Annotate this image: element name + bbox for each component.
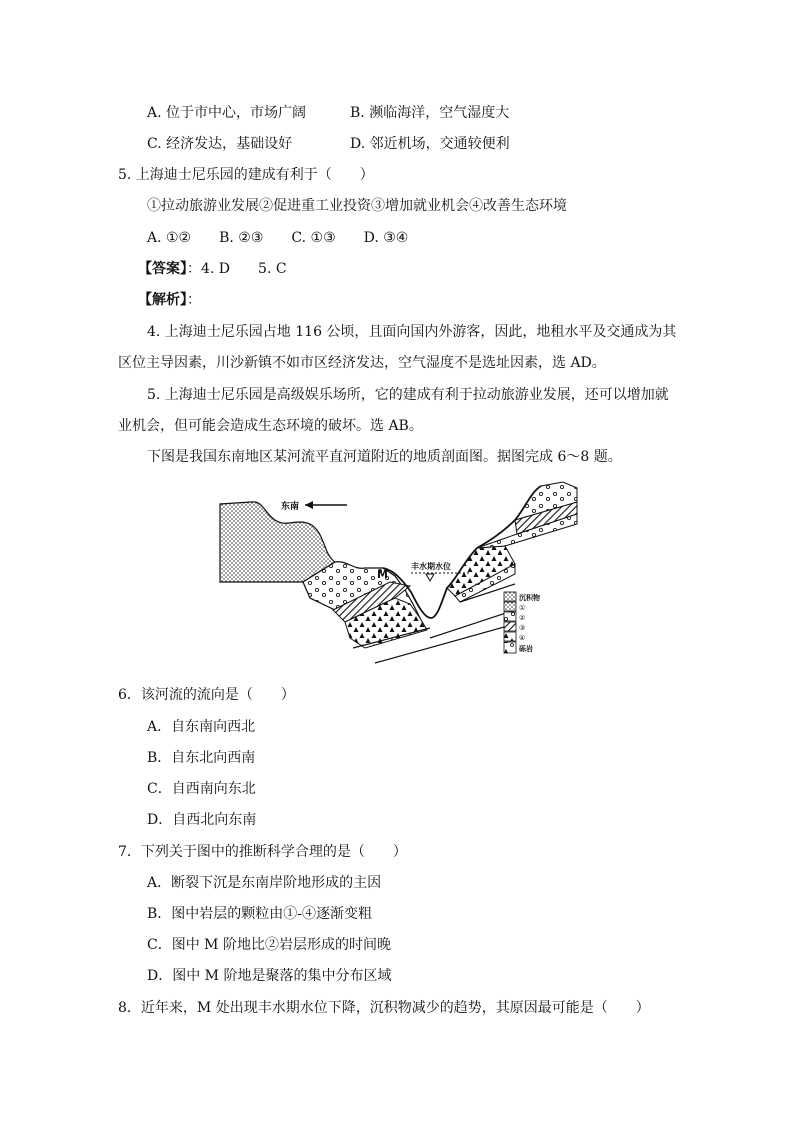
q5-stem: 5. 上海迪士尼乐园的建成有利于（ ） (118, 167, 374, 183)
legend-sediment: 沉积物 (519, 594, 540, 602)
direction-label: 东南 (281, 502, 300, 512)
q7-option-a: A．断裂下沉是东南岸阶地形成的主因 (147, 875, 382, 891)
analysis-p4-line2: 区位主导因素，川沙新镇不如市区经济发达，空气湿度不是选址因素，选 AD。 (118, 355, 606, 371)
legend-conglomerate: 砾岩 (519, 645, 533, 653)
q7-option-b: B．图中岩层的颗粒由①-④逐渐变粗 (147, 906, 373, 922)
analysis-p5-line2: 业机会，但可能会造成生态环境的破坏。选 AB。 (118, 418, 423, 434)
water-level-label: 丰水期水位 (411, 562, 451, 571)
q7-option-c: C．图中 M 阶地比②岩层形成的时间晚 (147, 937, 391, 953)
legend-layer-2: ② (519, 614, 526, 622)
legend-layer-1: ① (519, 604, 526, 612)
analysis-label: 【解析】 (138, 292, 187, 308)
answer-label: 【答案】 (138, 261, 187, 277)
water-level-marker-icon (426, 574, 434, 581)
point-m-label: M (377, 568, 388, 581)
q4-option-a: A. 位于市中心，市场广阔 (147, 105, 307, 121)
legend (504, 592, 540, 653)
q6-option-c: C．自西南向东北 (147, 781, 256, 797)
figure-intro: 下图是我国东南地区某河流平直河道附近的地质剖面图。据图完成 6～8 题。 (147, 449, 622, 465)
q4-option-b: B. 濒临海洋，空气湿度大 (350, 105, 510, 121)
legend-layer-3: ③ (519, 624, 526, 632)
q8-stem: 8．近年来，M 处出现丰水期水位下降，沉积物减少的趋势，其原因最可能是（ ） (118, 1000, 650, 1016)
analysis-p5-line1: 5. 上海迪士尼乐园是高级娱乐场所，它的建成有利于拉动旅游业发展，还可以增加就 (147, 387, 669, 403)
analysis-colon: ： (187, 292, 201, 308)
q5-items: ①拉动旅游业发展②促进重工业投资③增加就业机会④改善生态环境 (147, 198, 567, 214)
q6-option-a: A．自东南向西北 (147, 719, 256, 735)
q4-option-c: C. 经济发达，基础设好 (147, 136, 293, 152)
q6-option-b: B．自东北向西南 (147, 750, 256, 766)
q7-option-d: D．图中 M 阶地是聚落的集中分布区域 (147, 968, 392, 984)
answer-line (138, 260, 287, 278)
q5-options: A. ①② B. ②③ C. ①③ D. ③④ (147, 230, 409, 246)
q7-stem: 7．下列关于图中的推断科学合理的是（ ） (118, 844, 407, 860)
q4-option-d: D. 邻近机场，交通较便利 (350, 136, 510, 152)
analysis-p4-line1: 4. 上海迪士尼乐园占地 116 公顷，且面向国内外游客，因此，地租水平及交通成为其 (147, 324, 677, 340)
left-sediment-layer (220, 502, 335, 582)
q6-option-d: D．自西北向东南 (147, 812, 257, 828)
legend-layer-4: ④ (519, 634, 526, 642)
answer-text: ：4. D 5. C (187, 261, 287, 277)
geologic-cross-section (215, 478, 585, 668)
analysis-line (138, 291, 201, 309)
q6-stem: 6．该河流的流向是（ ） (118, 687, 295, 703)
